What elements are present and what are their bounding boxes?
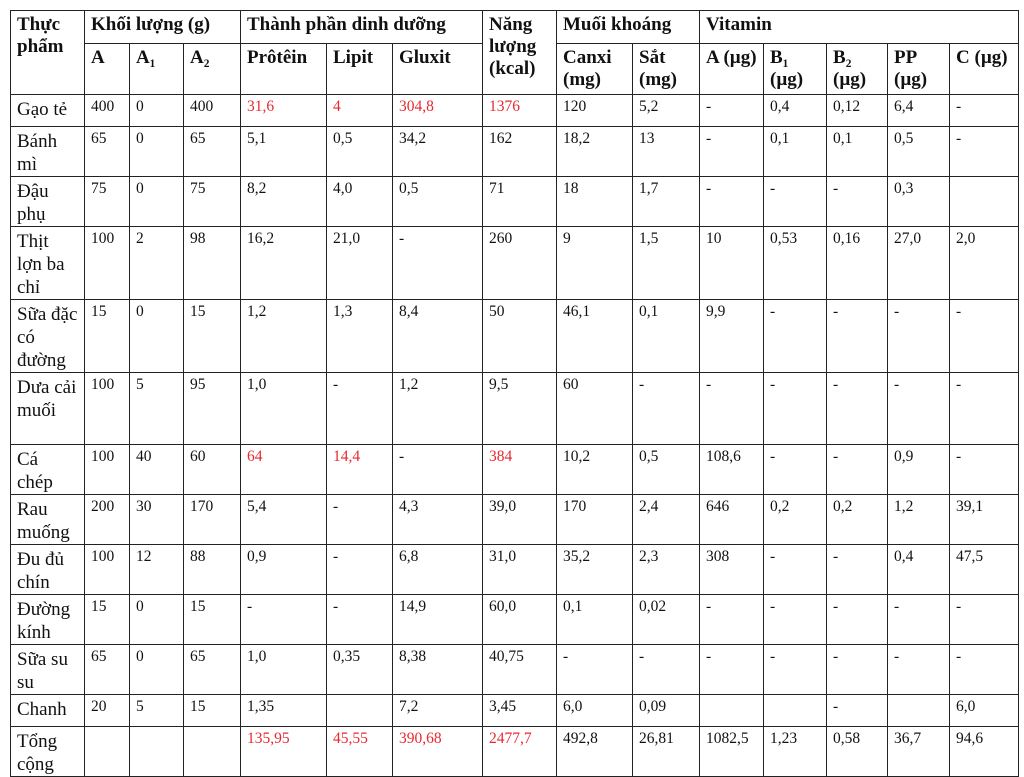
- table-cell: 0,9: [888, 445, 950, 495]
- table-cell: -: [241, 595, 327, 645]
- table-cell: 135,95: [241, 727, 327, 777]
- header-energy: Năng lượng (kcal): [483, 11, 557, 95]
- table-cell: 0,2: [827, 495, 888, 545]
- food-name: Sữa đặc có đường: [11, 300, 85, 373]
- subheader-protein: Prôtêin: [241, 44, 327, 95]
- table-cell: [700, 695, 764, 727]
- table-row: [11, 95, 1019, 127]
- food-name: Dưa cải muối: [11, 373, 85, 445]
- nutrition-table: [10, 10, 1019, 777]
- table-cell: [85, 727, 130, 777]
- table-cell: 304,8: [393, 95, 483, 127]
- table-cell: 1,0: [241, 645, 327, 695]
- table-cell: 95: [184, 373, 241, 445]
- food-name: Đường kính: [11, 595, 85, 645]
- table-cell: 0,4: [888, 545, 950, 595]
- table-cell: -: [633, 645, 700, 695]
- table-cell: 0,1: [764, 127, 827, 177]
- table-row: [11, 445, 1019, 495]
- table-cell: 0: [130, 95, 184, 127]
- table-cell: 1,3: [327, 300, 393, 373]
- table-cell: 0,53: [764, 227, 827, 300]
- table-cell: 31,0: [483, 545, 557, 595]
- table-cell: 1,0: [241, 373, 327, 445]
- food-name: Đu đủ chín: [11, 545, 85, 595]
- table-cell: 75: [85, 177, 130, 227]
- table-cell: -: [950, 127, 1019, 177]
- table-cell: 400: [85, 95, 130, 127]
- table-cell: 646: [700, 495, 764, 545]
- subheader-vit-b1: B₁ (µg): [764, 44, 827, 95]
- table-cell: -: [950, 95, 1019, 127]
- table-cell: 0,5: [327, 127, 393, 177]
- table-cell: -: [950, 300, 1019, 373]
- subheader-a2: A₂: [184, 44, 241, 95]
- table-cell: 308: [700, 545, 764, 595]
- table-cell: 1082,5: [700, 727, 764, 777]
- table-cell: 1376: [483, 95, 557, 127]
- table-cell: 2,3: [633, 545, 700, 595]
- table-cell: 1,35: [241, 695, 327, 727]
- table-cell: 15: [184, 595, 241, 645]
- table-cell: -: [700, 595, 764, 645]
- table-cell: 0,5: [393, 177, 483, 227]
- table-cell: [764, 695, 827, 727]
- table-cell: -: [327, 495, 393, 545]
- table-cell: -: [327, 545, 393, 595]
- table-cell: 2477,7: [483, 727, 557, 777]
- header-minerals: Muối khoáng: [557, 11, 700, 44]
- table-cell: 46,1: [557, 300, 633, 373]
- table-cell: 13: [633, 127, 700, 177]
- table-cell: 8,4: [393, 300, 483, 373]
- table-cell: 0: [130, 595, 184, 645]
- table-cell: -: [888, 595, 950, 645]
- table-cell: 65: [85, 127, 130, 177]
- table-cell: 4,3: [393, 495, 483, 545]
- table-row: [11, 595, 1019, 645]
- table-cell: 16,2: [241, 227, 327, 300]
- table-cell: 98: [184, 227, 241, 300]
- table-cell: 65: [184, 645, 241, 695]
- table-cell: -: [764, 445, 827, 495]
- table-cell: 0,1: [633, 300, 700, 373]
- table-cell: 14,4: [327, 445, 393, 495]
- table-cell: 20: [85, 695, 130, 727]
- food-name: Rau muống: [11, 495, 85, 545]
- food-name: Thịt lợn ba chỉ: [11, 227, 85, 300]
- table-cell: 400: [184, 95, 241, 127]
- table-cell: 18,2: [557, 127, 633, 177]
- table-cell: 64: [241, 445, 327, 495]
- table-cell: 40: [130, 445, 184, 495]
- food-name: Chanh: [11, 695, 85, 727]
- table-cell: 100: [85, 445, 130, 495]
- table-cell: 162: [483, 127, 557, 177]
- table-cell: -: [827, 177, 888, 227]
- table-cell: 0: [130, 645, 184, 695]
- table-cell: 75: [184, 177, 241, 227]
- subheader-vit-a: A (µg): [700, 44, 764, 95]
- table-cell: 2: [130, 227, 184, 300]
- table-cell: 120: [557, 95, 633, 127]
- table-cell: [130, 727, 184, 777]
- table-cell: 0,1: [827, 127, 888, 177]
- table-cell: 0,5: [888, 127, 950, 177]
- table-row: [11, 727, 1019, 777]
- table-cell: 492,8: [557, 727, 633, 777]
- food-name: Sữa su su: [11, 645, 85, 695]
- subheader-gluxit: Gluxit: [393, 44, 483, 95]
- table-cell: 65: [85, 645, 130, 695]
- table-cell: 8,38: [393, 645, 483, 695]
- table-cell: 6,8: [393, 545, 483, 595]
- table-cell: -: [827, 300, 888, 373]
- table-row: [11, 373, 1019, 445]
- table-cell: 39,1: [950, 495, 1019, 545]
- table-cell: 0,3: [888, 177, 950, 227]
- table-cell: 390,68: [393, 727, 483, 777]
- food-name: Đậu phụ: [11, 177, 85, 227]
- table-cell: 7,2: [393, 695, 483, 727]
- table-cell: 260: [483, 227, 557, 300]
- header-food: Thực phẩm: [11, 11, 85, 95]
- table-cell: 39,0: [483, 495, 557, 545]
- table-row: [11, 645, 1019, 695]
- table-cell: -: [700, 127, 764, 177]
- table-cell: -: [700, 645, 764, 695]
- table-cell: [184, 727, 241, 777]
- table-cell: [327, 695, 393, 727]
- table-cell: 6,0: [557, 695, 633, 727]
- table-cell: 5,2: [633, 95, 700, 127]
- table-cell: 9,9: [700, 300, 764, 373]
- table-cell: -: [950, 373, 1019, 445]
- table-cell: -: [827, 445, 888, 495]
- table-cell: 34,2: [393, 127, 483, 177]
- table-cell: 0: [130, 127, 184, 177]
- table-cell: -: [327, 595, 393, 645]
- table-cell: -: [764, 300, 827, 373]
- table-cell: 8,2: [241, 177, 327, 227]
- table-cell: 5,4: [241, 495, 327, 545]
- table-row: [11, 495, 1019, 545]
- subheader-sat: Sắt (mg): [633, 44, 700, 95]
- table-cell: -: [827, 645, 888, 695]
- table-cell: -: [327, 373, 393, 445]
- table-cell: -: [827, 595, 888, 645]
- table-cell: 2,4: [633, 495, 700, 545]
- table-cell: 21,0: [327, 227, 393, 300]
- table-cell: 0,2: [764, 495, 827, 545]
- subheader-canxi: Canxi (mg): [557, 44, 633, 95]
- table-row: [11, 300, 1019, 373]
- table-cell: 2,0: [950, 227, 1019, 300]
- food-name: Tổng cộng: [11, 727, 85, 777]
- table-cell: 4: [327, 95, 393, 127]
- subheader-a1: A₁: [130, 44, 184, 95]
- table-cell: 15: [85, 595, 130, 645]
- header-mass: Khối lượng (g): [85, 11, 241, 44]
- subheader-lipit: Lipit: [327, 44, 393, 95]
- table-cell: 60: [557, 373, 633, 445]
- table-cell: 3,45: [483, 695, 557, 727]
- table-cell: 12: [130, 545, 184, 595]
- table-cell: -: [950, 645, 1019, 695]
- table-cell: -: [700, 373, 764, 445]
- table-cell: 100: [85, 373, 130, 445]
- table-row: [11, 695, 1019, 727]
- table-cell: 45,55: [327, 727, 393, 777]
- table-cell: -: [393, 227, 483, 300]
- table-cell: 108,6: [700, 445, 764, 495]
- table-cell: 15: [184, 300, 241, 373]
- table-body: [11, 95, 1019, 777]
- table-cell: 0: [130, 177, 184, 227]
- table-cell: -: [633, 373, 700, 445]
- table-cell: 9: [557, 227, 633, 300]
- table-row: [11, 545, 1019, 595]
- table-cell: 10,2: [557, 445, 633, 495]
- table-cell: 170: [557, 495, 633, 545]
- table-cell: -: [950, 595, 1019, 645]
- table-cell: 0,4: [764, 95, 827, 127]
- table-cell: 5,1: [241, 127, 327, 177]
- table-cell: 170: [184, 495, 241, 545]
- table-cell: 60: [184, 445, 241, 495]
- table-cell: 0,02: [633, 595, 700, 645]
- table-cell: -: [557, 645, 633, 695]
- table-cell: 0,35: [327, 645, 393, 695]
- header-nutrients: Thành phần dinh dưỡng: [241, 11, 483, 44]
- table-cell: 0,9: [241, 545, 327, 595]
- table-cell: 94,6: [950, 727, 1019, 777]
- table-cell: 10: [700, 227, 764, 300]
- table-cell: 1,5: [633, 227, 700, 300]
- table-cell: 27,0: [888, 227, 950, 300]
- table-cell: 384: [483, 445, 557, 495]
- table-cell: 1,7: [633, 177, 700, 227]
- table-cell: -: [393, 445, 483, 495]
- table-cell: 4,0: [327, 177, 393, 227]
- table-cell: -: [700, 177, 764, 227]
- table-cell: -: [764, 373, 827, 445]
- table-cell: 31,6: [241, 95, 327, 127]
- food-name: Cá chép: [11, 445, 85, 495]
- table-cell: 35,2: [557, 545, 633, 595]
- table-cell: [888, 695, 950, 727]
- table-cell: -: [764, 645, 827, 695]
- table-cell: 9,5: [483, 373, 557, 445]
- subheader-vit-c: C (µg): [950, 44, 1019, 95]
- table-cell: 6,4: [888, 95, 950, 127]
- table-cell: -: [827, 373, 888, 445]
- table-cell: 0,16: [827, 227, 888, 300]
- table-cell: -: [827, 545, 888, 595]
- table-row: [11, 127, 1019, 177]
- table-cell: 5: [130, 373, 184, 445]
- table-cell: 18: [557, 177, 633, 227]
- table-cell: 1,2: [393, 373, 483, 445]
- table-cell: 88: [184, 545, 241, 595]
- table-cell: 40,75: [483, 645, 557, 695]
- table-cell: 6,0: [950, 695, 1019, 727]
- table-cell: 30: [130, 495, 184, 545]
- table-cell: -: [950, 445, 1019, 495]
- subheader-a: A: [85, 44, 130, 95]
- table-row: [11, 177, 1019, 227]
- table-row: [11, 227, 1019, 300]
- subheader-vit-b2: B₂ (µg): [827, 44, 888, 95]
- table-cell: 65: [184, 127, 241, 177]
- subheader-vit-pp: PP (µg): [888, 44, 950, 95]
- table-cell: 26,81: [633, 727, 700, 777]
- table-cell: -: [764, 595, 827, 645]
- table-cell: 0,5: [633, 445, 700, 495]
- table-cell: -: [700, 95, 764, 127]
- table-cell: -: [888, 373, 950, 445]
- table-cell: -: [764, 545, 827, 595]
- table-cell: 0,09: [633, 695, 700, 727]
- table-cell: 1,2: [241, 300, 327, 373]
- table-cell: 0,58: [827, 727, 888, 777]
- table-cell: 50: [483, 300, 557, 373]
- header-vitamin: Vitamin: [700, 11, 1019, 44]
- table-cell: 100: [85, 545, 130, 595]
- table-cell: 36,7: [888, 727, 950, 777]
- table-cell: 71: [483, 177, 557, 227]
- table-cell: 0,1: [557, 595, 633, 645]
- table-cell: [950, 177, 1019, 227]
- table-cell: 200: [85, 495, 130, 545]
- table-cell: 5: [130, 695, 184, 727]
- table-cell: 60,0: [483, 595, 557, 645]
- table-cell: 15: [184, 695, 241, 727]
- table-cell: 0: [130, 300, 184, 373]
- table-cell: 14,9: [393, 595, 483, 645]
- table-cell: 1,23: [764, 727, 827, 777]
- table-cell: -: [827, 695, 888, 727]
- table-cell: -: [888, 300, 950, 373]
- table-cell: 15: [85, 300, 130, 373]
- food-name: Bánh mì: [11, 127, 85, 177]
- table-cell: -: [888, 645, 950, 695]
- table-cell: 100: [85, 227, 130, 300]
- table-cell: -: [764, 177, 827, 227]
- food-name: Gạo tẻ: [11, 95, 85, 127]
- table-cell: 47,5: [950, 545, 1019, 595]
- table-cell: 1,2: [888, 495, 950, 545]
- table-cell: 0,12: [827, 95, 888, 127]
